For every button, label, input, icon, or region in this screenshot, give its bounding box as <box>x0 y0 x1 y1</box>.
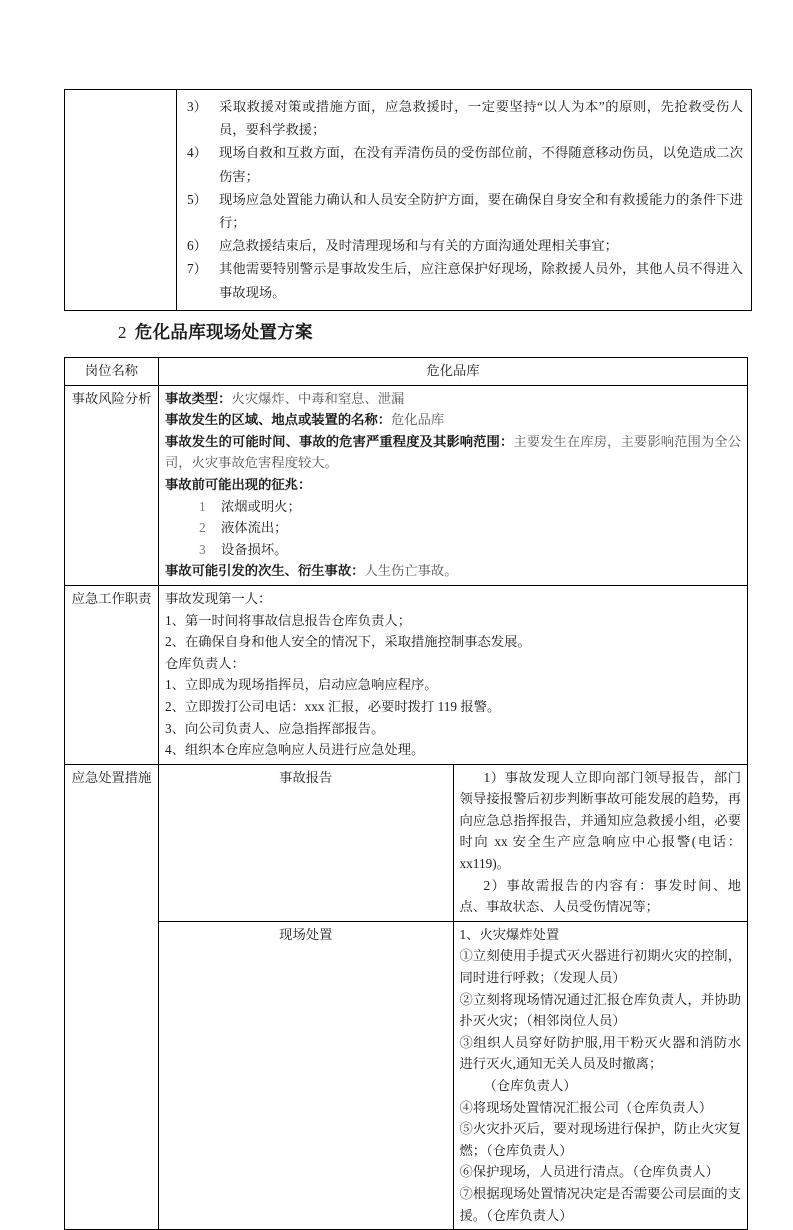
disposal-step: ⑦根据现场处置情况决定是否需要公司层面的支援。（仓库负责人） <box>459 1185 741 1223</box>
list-item-text: 现场自救和互救方面，在没有弄清伤员的受伤部位前，不得随意移动伤员，以免造成二次伤害； <box>219 145 743 184</box>
disposal-step: ④将现场处置情况汇报公司（仓库负责人） <box>459 1099 713 1115</box>
section-title: 危化品库现场处置方案 <box>134 322 313 342</box>
risk-line-location: 事故发生的区域、地点或装置的名称：危化品库 <box>165 412 445 428</box>
duty-line: 2、立即拨打公司电话：xxx 汇报，必要时拨打 119 报警。 <box>165 698 501 714</box>
duty-line: 4、组织本仓库应急响应人员进行应急处理。 <box>165 742 425 758</box>
report-paragraph: 2）事故需报告的内容有：事发时间、地点、事故状态、人员受伤情况等； <box>459 877 741 915</box>
report-paragraph: 1）事故发现人立即向部门领导报告，部门领导接报警后初步判断事故可能发展的趋势，再向应急总指挥报告，并通知应急救援小组，必要时向 xx 安全生产应急响应中心报警(电话：xx119)。 <box>459 769 741 872</box>
disposal-step-continuation: （仓库负责人） <box>483 1078 577 1093</box>
row-content-risk-analysis <box>159 385 748 585</box>
list-item-marker: 4） <box>187 145 207 161</box>
risk-line-signs: 事故前可能出现的征兆： <box>165 476 312 492</box>
duty-line: 1、立即成为现场指挥员，启动应急响应程序。 <box>165 677 438 693</box>
risk-sign-item: 3 设备损坏。 <box>199 541 288 557</box>
table-row <box>65 90 752 311</box>
list-item-text: 其他需要特别警示是事故发生后，应注意保护好现场，除救援人员外，其他人员不得进入事故现场。 <box>219 261 743 300</box>
list-item <box>183 257 743 303</box>
risk-line-secondary: 事故可能引发的次生、衍生事故：人生伤亡事故。 <box>165 563 458 579</box>
row-label-duties: 应急工作职责 <box>65 585 159 764</box>
risk-sign-item: 1 浓烟或明火； <box>199 498 301 514</box>
list-item-marker: 3） <box>187 99 207 114</box>
disposal-step: ②立刻将现场情况通过汇报仓库负责人，并协助扑灭火灾；（相邻岗位人员） <box>459 991 741 1029</box>
duty-line: 仓库负责人： <box>165 655 245 671</box>
continuation-table <box>64 89 752 311</box>
duty-line: 3、向公司负责人、应急指挥部报告。 <box>165 720 385 736</box>
section-heading <box>118 319 313 344</box>
list-item-text: 应急救援结束后，及时清理现场和与有关的方面沟通处理相关事宜； <box>219 238 618 254</box>
list-item <box>183 141 743 187</box>
row-content-duties <box>159 585 748 764</box>
table-row-risk-analysis <box>65 385 748 585</box>
row-label-risk-analysis: 事故风险分析 <box>65 385 159 585</box>
row-content-accident-report <box>453 764 748 921</box>
row-label-measures: 应急处置措施 <box>65 764 159 1229</box>
list-item-text: 采取救援对策或措施方面，应急救援时，一定要坚持“以人为本”的原则，先抢救受伤人员，要科学救援； <box>219 99 743 138</box>
table-row-duties <box>65 585 748 764</box>
row-content-onsite-disposal <box>453 921 748 1229</box>
risk-line-severity: 事故发生的可能时间、事故的危害严重程度及其影响范围：主要发生在库房，主要影响范围为全公司，火灾事故危害程度较大。 <box>165 433 742 471</box>
disposal-step: ⑤火灾扑灭后，要对现场进行保护，防止火灾复燃；（仓库负责人） <box>459 1121 741 1158</box>
disposal-title: 1、火灾爆炸处置 <box>459 926 560 942</box>
list-item <box>183 234 743 257</box>
risk-sign-item: 2 液体流出； <box>199 520 288 536</box>
risk-line-accident-type: 事故类型：火灾爆炸、中毒和窒息、泄漏 <box>165 390 405 406</box>
duty-line: 2、在确保自身和他人安全的情况下，采取措施控制事态发展。 <box>165 634 531 650</box>
header-post-name-value: 危化品库 <box>159 358 748 386</box>
list-item-marker: 7） <box>187 261 207 277</box>
duty-line: 1、第一时间将事故信息报告仓库负责人； <box>165 612 411 628</box>
emergency-plan-table <box>64 357 748 1230</box>
table-row-accident-report <box>65 764 748 921</box>
sub-label-onsite-disposal: 现场处置 <box>159 921 454 1229</box>
disposal-step: ⑥保护现场，人员进行清点。（仓库负责人） <box>459 1164 719 1180</box>
continuation-content-cell <box>177 90 752 311</box>
disposal-step: ③组织人员穿好防护服,用干粉灭火器和消防水进行灭火,通知无关人员及时撤离； <box>459 1034 741 1072</box>
list-item <box>183 188 743 234</box>
header-post-name-label: 岗位名称 <box>65 358 159 386</box>
list-item-text: 现场应急处置能力确认和人员安全防护方面，要在确保自身安全和有救援能力的条件下进行； <box>219 191 743 231</box>
disposal-step: ①立刻使用手提式灭火器进行初期火灾的控制，同时进行呼救；（发现人员） <box>459 948 741 986</box>
sub-label-accident-report: 事故报告 <box>159 764 454 921</box>
table-header-row <box>65 358 748 386</box>
continuation-left-empty-cell <box>65 90 177 311</box>
list-item <box>183 95 743 141</box>
continuation-item-list <box>183 95 743 304</box>
list-item-marker: 6） <box>187 238 207 254</box>
table-row-onsite-disposal <box>65 921 748 1229</box>
duty-line: 事故发现第一人： <box>165 590 272 606</box>
list-item-marker: 5） <box>187 191 207 207</box>
section-number: 2 <box>118 323 127 342</box>
